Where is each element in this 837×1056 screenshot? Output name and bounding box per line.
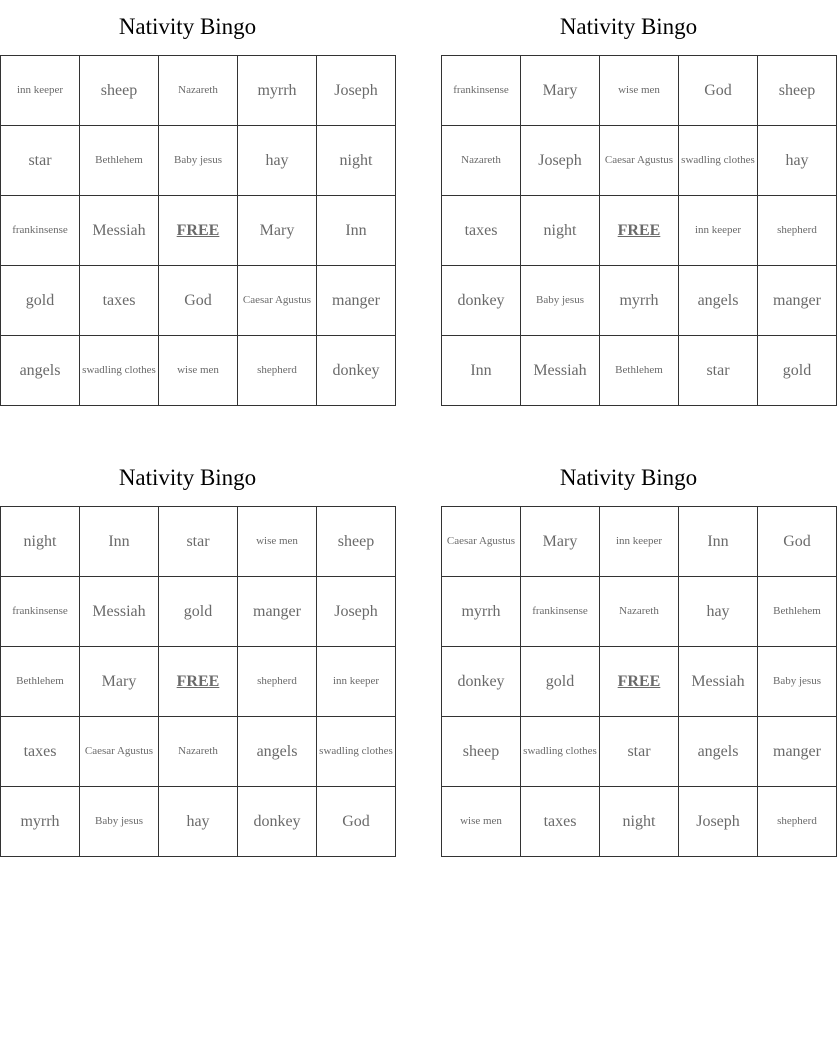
bingo-cell: gold [758, 336, 837, 406]
bingo-cell: Joseph [317, 577, 396, 647]
grid-row [442, 577, 837, 647]
bingo-cell: hay [679, 577, 758, 647]
bingo-cell: wise men [159, 336, 238, 406]
bingo-cell: night [521, 196, 600, 266]
bingo-card-1 [0, 0, 380, 406]
bingo-cell: Nazareth [159, 717, 238, 787]
bingo-cell: angels [679, 266, 758, 336]
bingo-cell: swadling clothes [679, 126, 758, 196]
bingo-cell: hay [238, 126, 317, 196]
bingo-card-4 [441, 451, 821, 857]
bingo-cell: night [1, 507, 80, 577]
grid-row [1, 507, 396, 577]
bingo-cell: swadling clothes [80, 336, 159, 406]
bingo-cell: Caesar Agustus [80, 717, 159, 787]
bingo-cell: inn keeper [679, 196, 758, 266]
bingo-cell: manger [758, 717, 837, 787]
bingo-cell: Inn [679, 507, 758, 577]
bingo-cell: donkey [317, 336, 396, 406]
bingo-cell: shepherd [758, 787, 837, 857]
bingo-cell: sheep [317, 507, 396, 577]
grid-row [442, 647, 837, 717]
grid-row [442, 126, 837, 196]
grid-row [1, 266, 396, 336]
bingo-cell: frankinsense [521, 577, 600, 647]
card-title: Nativity Bingo [118, 14, 257, 39]
bingo-cell: Bethlehem [600, 336, 679, 406]
bingo-cell: star [679, 336, 758, 406]
bingo-cell: sheep [80, 56, 159, 126]
bingo-cell: Mary [80, 647, 159, 717]
bingo-cell: manger [238, 577, 317, 647]
bingo-cell: inn keeper [1, 56, 80, 126]
bingo-cell: Caesar Agustus [442, 507, 521, 577]
bingo-cell: taxes [521, 787, 600, 857]
grid-row [1, 717, 396, 787]
bingo-cell: taxes [80, 266, 159, 336]
free-space: FREE [159, 196, 238, 266]
bingo-cell: inn keeper [317, 647, 396, 717]
bingo-cell: donkey [442, 647, 521, 717]
bingo-cell: Nazareth [159, 56, 238, 126]
bingo-cell: sheep [758, 56, 837, 126]
bingo-cell: Messiah [80, 196, 159, 266]
bingo-grid [441, 55, 837, 406]
bingo-cell: God [159, 266, 238, 336]
bingo-cell: donkey [238, 787, 317, 857]
bingo-cell: taxes [442, 196, 521, 266]
bingo-cell: wise men [238, 507, 317, 577]
bingo-cell: Joseph [521, 126, 600, 196]
bingo-cell: God [679, 56, 758, 126]
bingo-cell: Baby jesus [159, 126, 238, 196]
bingo-card-2 [441, 0, 821, 406]
bingo-cell: star [600, 717, 679, 787]
bingo-card-3 [0, 451, 393, 857]
grid-row [1, 787, 396, 857]
bingo-cell: myrrh [600, 266, 679, 336]
bingo-cell: Joseph [679, 787, 758, 857]
bingo-cell: taxes [1, 717, 80, 787]
bingo-cell: Bethlehem [1, 647, 80, 717]
bingo-cell: Mary [521, 56, 600, 126]
grid-row [442, 507, 837, 577]
bingo-cell: Caesar Agustus [600, 126, 679, 196]
bingo-cell: manger [758, 266, 837, 336]
grid-row [442, 717, 837, 787]
bingo-cell: night [600, 787, 679, 857]
bingo-cell: gold [521, 647, 600, 717]
bingo-cell: frankinsense [442, 56, 521, 126]
bingo-cell: donkey [442, 266, 521, 336]
bingo-cell: hay [159, 787, 238, 857]
bingo-grid [441, 506, 837, 857]
bingo-cell: myrrh [238, 56, 317, 126]
bingo-cell: Messiah [80, 577, 159, 647]
bingo-cell: star [1, 126, 80, 196]
bingo-grid [0, 506, 396, 857]
bingo-grid [0, 55, 396, 406]
free-space: FREE [159, 647, 238, 717]
bingo-cell: angels [238, 717, 317, 787]
free-space: FREE [600, 196, 679, 266]
bingo-cell: gold [159, 577, 238, 647]
bingo-cell: shepherd [758, 196, 837, 266]
bingo-cell: hay [758, 126, 837, 196]
bingo-cell: Inn [442, 336, 521, 406]
grid-row [442, 196, 837, 266]
bingo-cell: star [159, 507, 238, 577]
grid-row [1, 647, 396, 717]
bingo-cell: Baby jesus [758, 647, 837, 717]
bingo-cell: wise men [442, 787, 521, 857]
grid-row [1, 577, 396, 647]
grid-row [1, 336, 396, 406]
grid-row [442, 56, 837, 126]
grid-row [1, 196, 396, 266]
bingo-cell: Mary [521, 507, 600, 577]
card-title: Nativity Bingo [559, 465, 698, 490]
bingo-cell: Messiah [521, 336, 600, 406]
grid-row [1, 126, 396, 196]
bingo-cell: Bethlehem [80, 126, 159, 196]
bingo-cell: gold [1, 266, 80, 336]
card-title: Nativity Bingo [118, 465, 257, 490]
bingo-cell: myrrh [442, 577, 521, 647]
bingo-cell: Baby jesus [521, 266, 600, 336]
grid-row [1, 56, 396, 126]
bingo-cell: Messiah [679, 647, 758, 717]
bingo-cell: Inn [80, 507, 159, 577]
grid-row [442, 787, 837, 857]
bingo-cell: Caesar Agustus [238, 266, 317, 336]
bingo-cell: manger [317, 266, 396, 336]
card-title: Nativity Bingo [559, 14, 698, 39]
bingo-cell: Joseph [317, 56, 396, 126]
bingo-cell: wise men [600, 56, 679, 126]
bingo-cell: shepherd [238, 336, 317, 406]
bingo-cell: Mary [238, 196, 317, 266]
bingo-cell: inn keeper [600, 507, 679, 577]
bingo-cell: Nazareth [600, 577, 679, 647]
bingo-cell: swadling clothes [521, 717, 600, 787]
bingo-cell: God [317, 787, 396, 857]
bingo-cell: frankinsense [1, 577, 80, 647]
bingo-cell: swadling clothes [317, 717, 396, 787]
grid-row [442, 266, 837, 336]
bingo-cell: shepherd [238, 647, 317, 717]
grid-row [442, 336, 837, 406]
bingo-cell: angels [1, 336, 80, 406]
free-space: FREE [600, 647, 679, 717]
bingo-cell: myrrh [1, 787, 80, 857]
bingo-cell: Bethlehem [758, 577, 837, 647]
bingo-cell: Baby jesus [80, 787, 159, 857]
bingo-cell: sheep [442, 717, 521, 787]
bingo-cell: frankinsense [1, 196, 80, 266]
bingo-cell: Nazareth [442, 126, 521, 196]
bingo-cell: God [758, 507, 837, 577]
bingo-cell: angels [679, 717, 758, 787]
bingo-cell: Inn [317, 196, 396, 266]
bingo-cell: night [317, 126, 396, 196]
